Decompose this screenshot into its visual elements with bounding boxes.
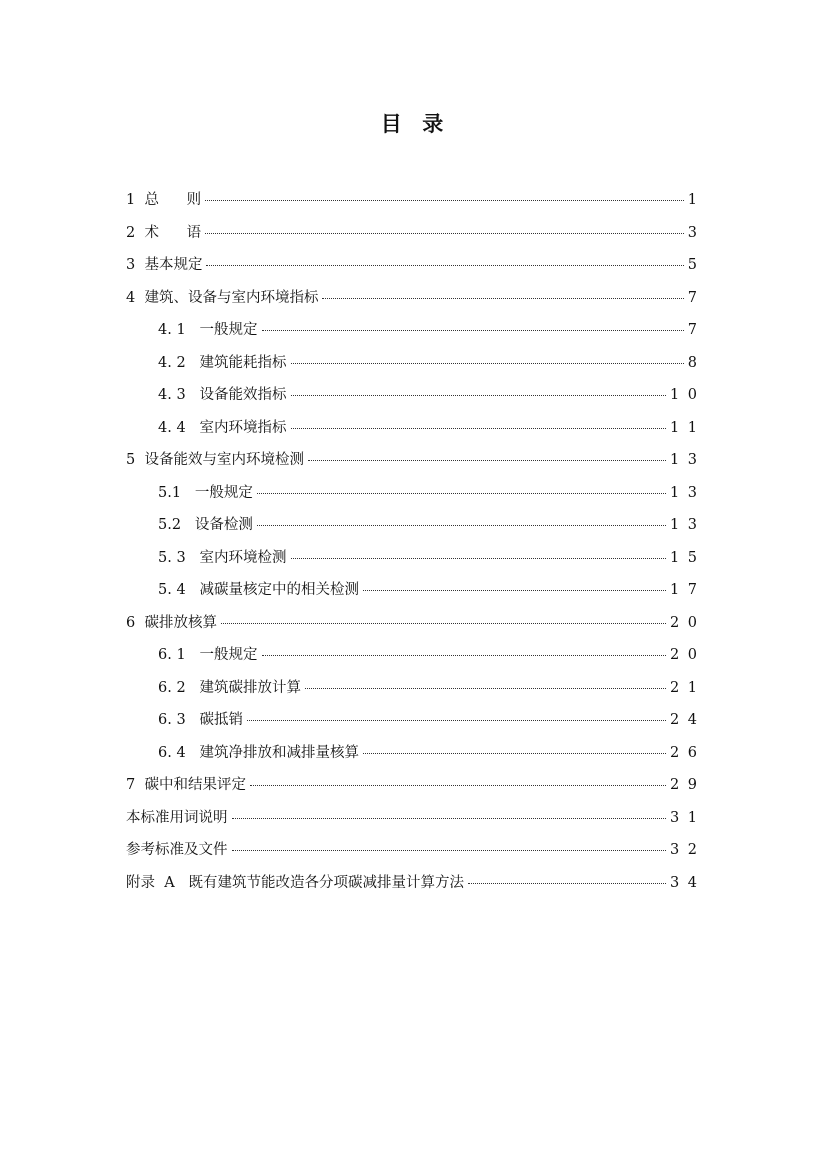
toc-title: 建筑能耗指标 xyxy=(199,354,287,371)
toc-number: 6 xyxy=(126,614,145,631)
toc-entry-6-2[interactable] xyxy=(126,676,697,709)
toc-title: 设备能效与室内环境检测 xyxy=(144,452,304,468)
toc-title: 建筑、设备与室内环境指标 xyxy=(144,289,319,306)
toc-entry-references[interactable] xyxy=(126,838,697,871)
dot-leader xyxy=(206,265,683,266)
toc-page-number: 3 1 xyxy=(669,809,699,826)
dot-leader xyxy=(232,818,666,819)
dot-leader xyxy=(363,590,666,591)
toc-number: 3 xyxy=(126,257,145,273)
toc-page-number: 1 0 xyxy=(669,387,699,403)
toc-page-number: 1 5 xyxy=(669,549,699,566)
toc-entry-4-1[interactable] xyxy=(126,318,697,351)
toc-entry-5[interactable] xyxy=(126,448,697,481)
toc-entry-3[interactable] xyxy=(126,253,697,286)
dot-leader xyxy=(250,785,666,786)
toc-entry-4-2[interactable] xyxy=(126,351,697,384)
toc-entry-5-3[interactable] xyxy=(126,546,697,579)
toc-number: 6. 4 xyxy=(158,744,200,761)
toc-entry-6-4[interactable] xyxy=(126,741,697,774)
toc-page-number: 1 3 xyxy=(669,452,699,468)
toc-title: 设备检测 xyxy=(194,517,253,533)
toc-number: 6. 2 xyxy=(158,679,200,696)
toc-number: 5. 4 xyxy=(158,582,200,598)
dot-leader xyxy=(205,233,684,234)
toc-page-number: 7 xyxy=(687,289,699,306)
toc-title: 碳中和结果评定 xyxy=(144,777,246,793)
table-of-contents xyxy=(126,188,697,903)
toc-number: 6. 1 xyxy=(158,647,200,663)
toc-title: 设备能效指标 xyxy=(199,387,287,403)
toc-page-number: 1 3 xyxy=(669,517,699,533)
toc-title: 减碳量核定中的相关检测 xyxy=(199,582,359,598)
toc-page-number: 2 1 xyxy=(669,679,699,696)
toc-title: 碳排放核算 xyxy=(144,614,217,631)
toc-page-number: 2 4 xyxy=(669,712,699,728)
toc-page-number: 8 xyxy=(687,354,699,371)
toc-page-number: 1 1 xyxy=(669,419,699,436)
toc-entry-appendix-a[interactable] xyxy=(126,871,697,904)
toc-page-number: 5 xyxy=(687,257,699,273)
page-title: 目 录 xyxy=(380,111,446,136)
dot-leader xyxy=(291,395,666,396)
toc-number: 4. 4 xyxy=(158,419,200,436)
dot-leader xyxy=(205,200,684,201)
toc-page-number: 3 4 xyxy=(669,874,699,891)
toc-number: 1 xyxy=(126,192,145,208)
toc-title: 总 则 xyxy=(144,192,202,208)
toc-number: 4 xyxy=(126,289,145,306)
dot-leader xyxy=(305,688,666,689)
toc-entry-wording[interactable] xyxy=(126,806,697,839)
dot-leader xyxy=(262,330,684,331)
toc-title: 室内环境指标 xyxy=(199,419,287,436)
dot-leader xyxy=(232,850,666,851)
toc-entry-5-1[interactable] xyxy=(126,481,697,514)
dot-leader xyxy=(262,655,666,656)
toc-number: 7 xyxy=(126,777,145,793)
toc-entry-1[interactable] xyxy=(126,188,697,221)
toc-entry-4[interactable] xyxy=(126,286,697,319)
toc-title: 本标准用词说明 xyxy=(126,809,228,826)
toc-page-number: 1 3 xyxy=(669,484,699,501)
toc-number: 2 xyxy=(126,224,145,241)
toc-page-number: 3 xyxy=(687,224,699,241)
toc-entry-6[interactable] xyxy=(126,611,697,644)
toc-entry-7[interactable] xyxy=(126,773,697,806)
dot-leader xyxy=(247,720,666,721)
toc-number: 5. 3 xyxy=(158,549,200,566)
toc-page-number: 2 0 xyxy=(669,614,699,631)
toc-entry-5-2[interactable] xyxy=(126,513,697,546)
toc-page-number: 1 xyxy=(687,192,699,208)
toc-title: 基本规定 xyxy=(144,257,203,273)
dot-leader xyxy=(257,493,666,494)
toc-number: 4. 1 xyxy=(158,322,200,338)
toc-title: 建筑碳排放计算 xyxy=(199,679,301,696)
toc-number: 5.2 xyxy=(158,517,195,533)
toc-title: 术 语 xyxy=(144,224,202,241)
toc-title: 碳抵销 xyxy=(199,712,243,728)
toc-title: 附录 A 既有建筑节能改造各分项碳减排量计算方法 xyxy=(126,874,465,891)
toc-page-number: 7 xyxy=(687,322,699,338)
toc-entry-4-3[interactable] xyxy=(126,383,697,416)
toc-page-number: 2 0 xyxy=(669,647,699,663)
toc-entry-6-3[interactable] xyxy=(126,708,697,741)
toc-number: 5.1 xyxy=(158,484,195,501)
toc-title: 一般规定 xyxy=(194,484,253,501)
toc-entry-6-1[interactable] xyxy=(126,643,697,676)
toc-page-number: 1 7 xyxy=(669,582,699,598)
toc-title: 室内环境检测 xyxy=(199,549,287,566)
dot-leader xyxy=(468,883,666,884)
dot-leader xyxy=(291,428,666,429)
toc-title: 一般规定 xyxy=(199,647,258,663)
toc-page-number: 2 6 xyxy=(669,744,699,761)
toc-page-number: 2 9 xyxy=(669,777,699,793)
toc-title: 建筑净排放和减排量核算 xyxy=(199,744,359,761)
dot-leader xyxy=(221,623,666,624)
toc-number: 4. 2 xyxy=(158,354,200,371)
toc-number: 5 xyxy=(126,452,145,468)
dot-leader xyxy=(322,298,683,299)
toc-entry-4-4[interactable] xyxy=(126,416,697,449)
dot-leader xyxy=(257,525,666,526)
dot-leader xyxy=(291,363,684,364)
dot-leader xyxy=(291,558,666,559)
dot-leader xyxy=(308,460,666,461)
toc-number: 4. 3 xyxy=(158,387,200,403)
toc-entry-2[interactable] xyxy=(126,221,697,254)
dot-leader xyxy=(363,753,666,754)
toc-page-number: 3 2 xyxy=(669,842,699,858)
toc-title: 一般规定 xyxy=(199,322,258,338)
toc-entry-5-4[interactable] xyxy=(126,578,697,611)
toc-number: 6. 3 xyxy=(158,712,200,728)
toc-title: 参考标准及文件 xyxy=(126,842,228,858)
